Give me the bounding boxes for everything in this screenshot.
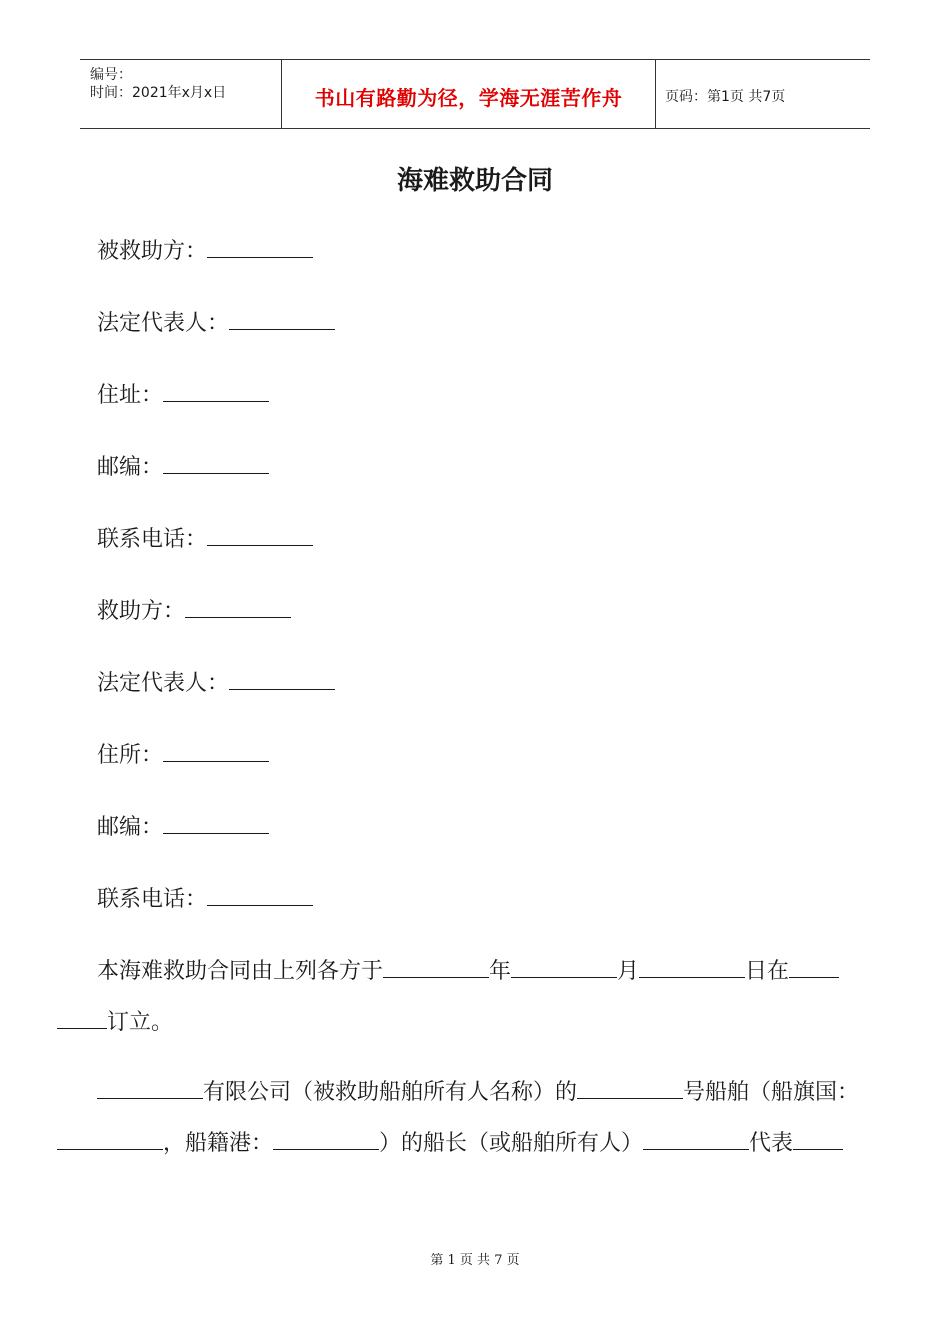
field-line [97,523,313,555]
field-line [97,379,269,411]
para-text: 月 [617,959,640,984]
blank-underline [383,955,489,978]
field-line [97,595,291,627]
blank-underline [273,1127,379,1150]
field-label: 法定代表人： [97,671,230,696]
blank-underline [229,667,335,690]
blank-underline [207,883,313,906]
field-label: 邮编： [97,455,164,480]
blank-underline [163,811,269,834]
blank-underline [207,523,313,546]
para-text: 订立。 [107,1010,174,1035]
blank-underline [57,1127,163,1150]
para-text: ，船籍港： [163,1131,274,1156]
field-line [97,451,269,483]
field-label: 被救助方： [97,239,208,264]
field-line [97,307,335,339]
header-table [80,59,870,129]
header-left-cell [80,60,280,128]
motto: 书山有路勤为径，学海无涯苦作舟 [314,86,623,110]
header-right-cell [655,60,870,128]
paragraph-1-line-1 [97,955,927,987]
blank-underline [185,595,291,618]
blank-underline [577,1076,683,1099]
blank-underline [207,235,313,258]
page-footer: 第 1 页 共 7 页 [430,1253,520,1268]
blank-underline [163,379,269,402]
para-text: 年 [489,959,512,984]
blank-underline [639,955,745,978]
field-line [97,811,269,843]
para-text: 本海难救助合同由上列各方于 [97,959,384,984]
blank-underline [789,955,839,978]
paragraph-1-line-2 [57,1006,887,1038]
blank-underline [643,1127,749,1150]
field-label: 法定代表人： [97,311,230,336]
field-label: 联系电话： [97,527,208,552]
blank-underline [163,739,269,762]
field-line [97,739,269,771]
field-line [97,667,335,699]
blank-underline [57,1006,107,1029]
para-text: 有限公司（被救助船舶所有人名称）的 [203,1080,578,1105]
field-label: 救助方： [97,599,186,624]
field-line [97,883,313,915]
para-text: 号船舶（船旗国： [683,1080,860,1105]
blank-underline [793,1127,843,1150]
document-title: 海难救助合同 [396,166,553,196]
paragraph-2-line-2 [57,1127,887,1159]
field-label: 联系电话： [97,887,208,912]
page-label: 页码：第1页 共7页 [665,89,786,105]
paragraph-2-line-1 [97,1076,927,1108]
blank-underline [511,955,617,978]
para-text: 代表 [749,1131,794,1156]
field-label: 邮编： [97,815,164,840]
blank-underline [97,1076,203,1099]
header-center-cell [281,60,656,128]
blank-underline [163,451,269,474]
field-label: 住址： [97,383,164,408]
field-label: 住所： [97,743,164,768]
field-line [97,235,313,267]
time-label: 时间：2021年x月x日 [90,85,227,101]
para-text: ）的船长（或船舶所有人） [379,1131,644,1156]
para-text: 日在 [745,959,790,984]
blank-underline [229,307,335,330]
code-label: 编号： [90,67,132,83]
